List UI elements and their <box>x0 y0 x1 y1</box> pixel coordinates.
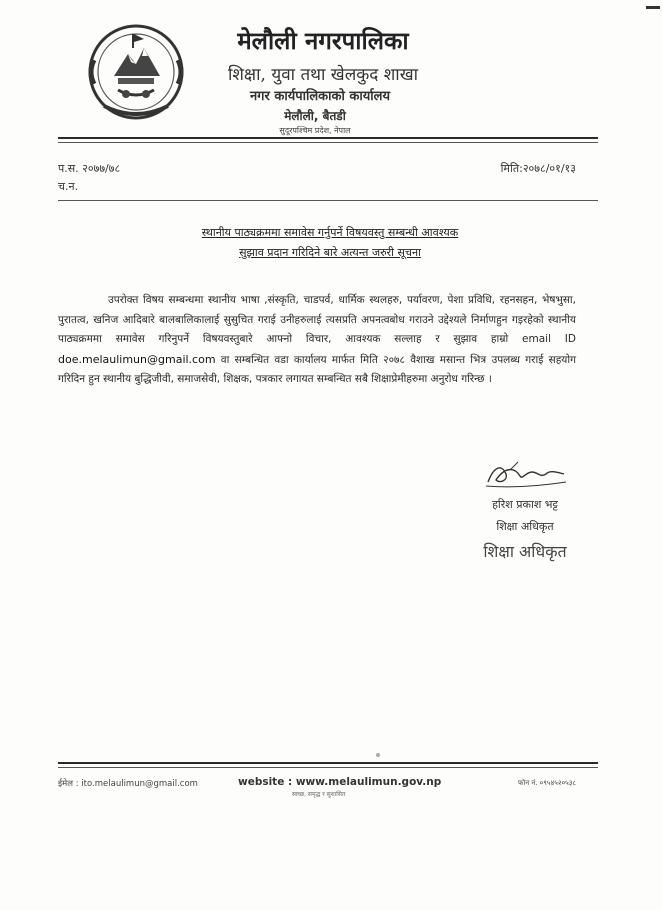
footer-email: ईमेल : ito.melaulimun@gmail.com <box>58 779 198 789</box>
office-name: नगर कार्यपालिकाको कार्यालय <box>249 89 391 104</box>
province-name: सुदूरपश्चिम प्रदेश, नेपाल <box>279 126 351 135</box>
reference-divider <box>58 200 598 201</box>
header-divider-thick <box>58 137 598 139</box>
scan-edge-mark <box>646 6 660 9</box>
footer-phone: फोन नं. ०९५४५२०५३८ <box>518 779 577 787</box>
footer-website: website : www.melaulimun.gov.np <box>238 776 442 788</box>
subject-line-1: स्थानीय पाठ्यक्रममा समावेस गर्नुपर्ने विषयवस्तु सम्बन्धी आवश्यक <box>201 226 459 239</box>
signatory-title: शिक्षा अधिकृत <box>496 520 554 533</box>
body-text-part-2: वा सम्बन्धित वडा कार्यालय मार्फत मिति २०७८ वैशाख मसान्त भित्र उपलब्ध गराई सहयोग गरिदिन हुन स्थानीय बुद्धिजीवी, समाजसेवी, शिक्षक, पत्रकार लगायत सम्बन्धित सबै शिक्षाप्रेमीहरुमा अनुरोध गरिन्छ । <box>58 353 576 385</box>
notice-body <box>58 291 576 390</box>
municipality-emblem-icon <box>84 20 188 124</box>
dispatch-number: च.न. <box>58 180 79 193</box>
handwritten-signature <box>480 458 570 492</box>
municipality-name: मेलौली नगरपालिका <box>237 26 409 55</box>
contact-email: doe.melaulimun@gmail.com <box>58 352 216 366</box>
office-location: मेलौली, बैतडी <box>284 109 346 123</box>
header-divider-thin <box>58 142 598 143</box>
footer-divider-thick <box>58 762 598 764</box>
reference-number: प.स. २०७७/७८ <box>58 162 121 175</box>
footer-motto: स्वच्छ, समृद्ध र सुशासित <box>292 791 346 798</box>
scan-speck <box>376 753 380 757</box>
letter-date: मिति:२०७८/०१/१३ <box>500 162 576 175</box>
signatory-name: हरिश प्रकाश भट्ट <box>492 498 558 511</box>
designation-stamp: शिक्षा अधिकृत <box>483 542 567 561</box>
subject-line-2: सुझाव प्रदान गरिदिने बारे अत्यन्त जरुरी सूचना <box>239 246 421 259</box>
body-text-part-1: उपरोक्त विषय सम्बन्धमा स्थानीय भाषा ,संस्कृति, चाडपर्व, धार्मिक स्थलहरु, पर्यावरण, पेशा प्रविधि, रहनसहन, भेषभुसा, पुरातत्व, खनिज आदिबारे बालबालिकालाई सुसुचित गराई उनीहरुलाई त्यसप्रति अपनत्वबोध गराउने उद्देश्यले निर्माणहुन गइरहेको स्थानीय पाठ्यक्रममा समावेस गरिनुपर्ने विषयवस्तुबारे आफ्नो विचार, आवश्यक सल्लाह र सुझाव हाम्रो email ID <box>58 294 576 345</box>
branch-name: शिक्षा, युवा तथा खेलकुद शाखा <box>227 65 419 85</box>
footer-divider-thin <box>58 767 598 768</box>
